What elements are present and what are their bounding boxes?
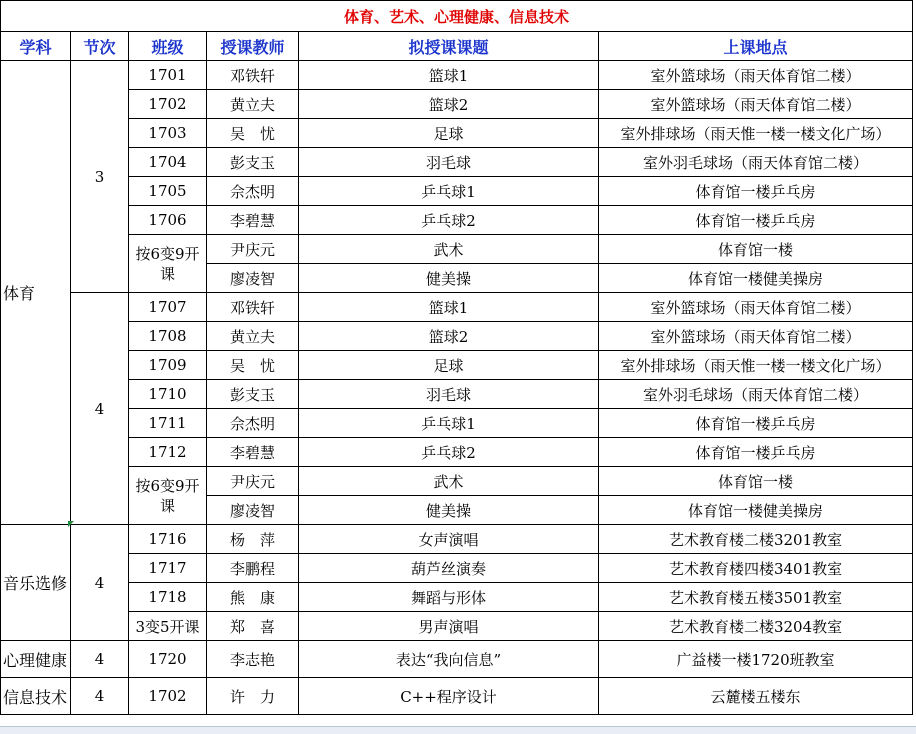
- period-cell: 3: [71, 61, 129, 293]
- header-location: 上课地点: [599, 32, 913, 61]
- location-cell: 艺术教育楼四楼3401教室: [599, 554, 913, 583]
- location-cell: 艺术教育楼二楼3201教室: [599, 525, 913, 554]
- period-cell: 4: [71, 678, 129, 715]
- period-cell: 4: [71, 293, 129, 525]
- topic-cell: 篮球2: [299, 90, 599, 119]
- topic-cell: C++程序设计: [299, 678, 599, 715]
- topic-cell: 乒乓球1: [299, 409, 599, 438]
- class-cell: 3变5开课: [129, 612, 207, 641]
- subject-cell: 信息技术: [1, 678, 71, 715]
- topic-cell: 乒乓球1: [299, 177, 599, 206]
- topic-cell: 足球: [299, 119, 599, 148]
- class-cell: 1709: [129, 351, 207, 380]
- topic-cell: 乒乓球2: [299, 438, 599, 467]
- class-cell: 1702: [129, 90, 207, 119]
- table-row: [1, 293, 913, 322]
- class-cell: 1702: [129, 678, 207, 715]
- location-cell: 体育馆一楼: [599, 467, 913, 496]
- class-cell: 1717: [129, 554, 207, 583]
- table-row: [1, 322, 913, 351]
- topic-cell: 篮球1: [299, 61, 599, 90]
- table-row: [1, 678, 913, 715]
- subject-cell: 体育: [1, 61, 71, 525]
- location-cell: 艺术教育楼五楼3501教室: [599, 583, 913, 612]
- teacher-cell: 李鹏程: [207, 554, 299, 583]
- teacher-cell: 郑 喜: [207, 612, 299, 641]
- class-cell: 1703: [129, 119, 207, 148]
- class-cell: 1720: [129, 641, 207, 678]
- class-cell: 1705: [129, 177, 207, 206]
- class-cell: 1711: [129, 409, 207, 438]
- teacher-cell: 尹庆元: [207, 235, 299, 264]
- class-cell: 1716: [129, 525, 207, 554]
- table-row: [1, 525, 913, 554]
- teacher-cell: 尹庆元: [207, 467, 299, 496]
- location-cell: 体育馆一楼健美操房: [599, 264, 913, 293]
- header-teacher: 授课教师: [207, 32, 299, 61]
- location-cell: 室外排球场（雨天惟一楼一楼文化广场）: [599, 351, 913, 380]
- teacher-cell: 熊 康: [207, 583, 299, 612]
- location-cell: 体育馆一楼乒乓房: [599, 409, 913, 438]
- class-cell: 1707: [129, 293, 207, 322]
- topic-cell: 健美操: [299, 496, 599, 525]
- teacher-cell: 吴 忧: [207, 119, 299, 148]
- class-cell: 1718: [129, 583, 207, 612]
- location-cell: 体育馆一楼乒乓房: [599, 206, 913, 235]
- class-cell: 1708: [129, 322, 207, 351]
- teacher-cell: 廖凌智: [207, 496, 299, 525]
- topic-cell: 男声演唱: [299, 612, 599, 641]
- topic-cell: 武术: [299, 467, 599, 496]
- location-cell: 室外篮球场（雨天体育馆二楼）: [599, 322, 913, 351]
- location-cell: 体育馆一楼乒乓房: [599, 438, 913, 467]
- topic-cell: 女声演唱: [299, 525, 599, 554]
- table-row: [1, 235, 913, 264]
- teacher-cell: 吴 忧: [207, 351, 299, 380]
- location-cell: 室外羽毛球场（雨天体育馆二楼）: [599, 380, 913, 409]
- header-class: 班级: [129, 32, 207, 61]
- teacher-cell: 邓铁轩: [207, 61, 299, 90]
- teacher-cell: 黄立夫: [207, 322, 299, 351]
- teacher-cell: 佘杰明: [207, 177, 299, 206]
- header-topic: 拟授课课题: [299, 32, 599, 61]
- location-cell: 体育馆一楼健美操房: [599, 496, 913, 525]
- class-cell: 1704: [129, 148, 207, 177]
- location-cell: 广益楼一楼1720班教室: [599, 641, 913, 678]
- topic-cell: 篮球2: [299, 322, 599, 351]
- teacher-cell: 邓铁轩: [207, 293, 299, 322]
- table-row: [1, 612, 913, 641]
- table-title: 体育、艺术、心理健康、信息技术: [1, 1, 913, 32]
- topic-cell: 足球: [299, 351, 599, 380]
- topic-cell: 舞蹈与形体: [299, 583, 599, 612]
- topic-cell: 乒乓球2: [299, 206, 599, 235]
- teacher-cell: 杨 萍: [207, 525, 299, 554]
- header-period: 节次: [71, 32, 129, 61]
- location-cell: 艺术教育楼二楼3204教室: [599, 612, 913, 641]
- topic-cell: 羽毛球: [299, 148, 599, 177]
- teacher-cell: 黄立夫: [207, 90, 299, 119]
- mixed-class-cell: 按6变9开课: [129, 235, 207, 293]
- table-row: [1, 583, 913, 612]
- subject-cell: 心理健康: [1, 641, 71, 678]
- table-row: [1, 467, 913, 496]
- table-row: [1, 554, 913, 583]
- location-cell: 云麓楼五楼东: [599, 678, 913, 715]
- teacher-cell: 廖凌智: [207, 264, 299, 293]
- teacher-cell: 彭支玉: [207, 380, 299, 409]
- table-row: [1, 438, 913, 467]
- header-row: [1, 32, 913, 61]
- table-row: [1, 351, 913, 380]
- location-cell: 室外篮球场（雨天体育馆二楼）: [599, 293, 913, 322]
- table-row: [1, 409, 913, 438]
- class-cell: 1710: [129, 380, 207, 409]
- teacher-cell: 李碧慧: [207, 438, 299, 467]
- table-row: [1, 641, 913, 678]
- table-row: [1, 148, 913, 177]
- header-subject: 学科: [1, 32, 71, 61]
- table-row: [1, 90, 913, 119]
- topic-cell: 篮球1: [299, 293, 599, 322]
- cell-comment-marker: [68, 521, 74, 527]
- teacher-cell: 许 力: [207, 678, 299, 715]
- topic-cell: 健美操: [299, 264, 599, 293]
- location-cell: 体育馆一楼乒乓房: [599, 177, 913, 206]
- title-row: [1, 1, 913, 32]
- location-cell: 室外羽毛球场（雨天体育馆二楼）: [599, 148, 913, 177]
- period-cell: 4: [71, 641, 129, 678]
- class-cell: 1712: [129, 438, 207, 467]
- topic-cell: 葫芦丝演奏: [299, 554, 599, 583]
- table-row: [1, 177, 913, 206]
- mixed-class-cell: 按6变9开课: [129, 467, 207, 525]
- class-cell: 1706: [129, 206, 207, 235]
- location-cell: 体育馆一楼: [599, 235, 913, 264]
- location-cell: 室外篮球场（雨天体育馆二楼）: [599, 90, 913, 119]
- teacher-cell: 彭支玉: [207, 148, 299, 177]
- table-row: [1, 206, 913, 235]
- table-row: [1, 380, 913, 409]
- class-cell: 1701: [129, 61, 207, 90]
- location-cell: 室外篮球场（雨天体育馆二楼）: [599, 61, 913, 90]
- table-row: [1, 119, 913, 148]
- location-cell: 室外排球场（雨天惟一楼一楼文化广场）: [599, 119, 913, 148]
- topic-cell: 武术: [299, 235, 599, 264]
- subject-cell: 音乐选修: [1, 525, 71, 641]
- table-row: [1, 61, 913, 90]
- period-cell: 4: [71, 525, 129, 641]
- teacher-cell: 佘杰明: [207, 409, 299, 438]
- topic-cell: 羽毛球: [299, 380, 599, 409]
- teacher-cell: 李志艳: [207, 641, 299, 678]
- topic-cell: 表达“我向信息”: [299, 641, 599, 678]
- teacher-cell: 李碧慧: [207, 206, 299, 235]
